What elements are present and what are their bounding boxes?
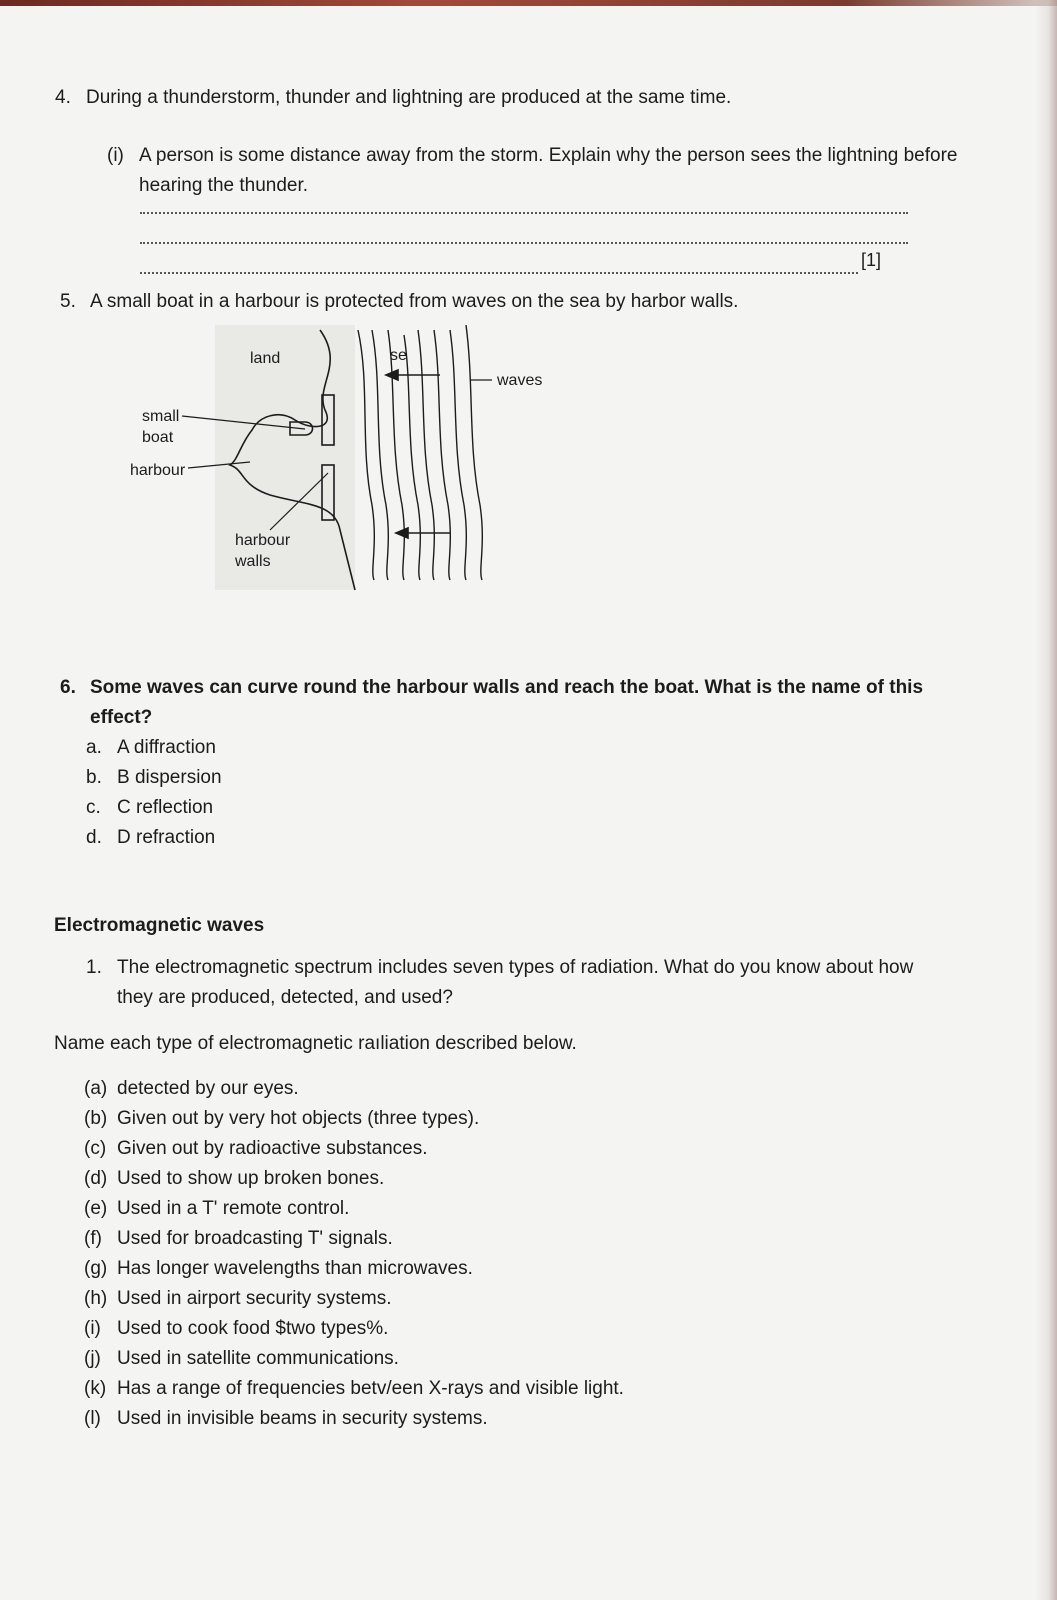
item-label: (c)	[84, 1138, 107, 1159]
q4-marks: [1]	[861, 250, 882, 270]
q4-part-i-line2: hearing the thunder.	[139, 175, 309, 196]
item-l: Used in invisible beams in security systems.	[117, 1408, 488, 1429]
q4-text: During a thunderstorm, thunder and lightning are produced at the same time.	[86, 87, 732, 108]
item-a: detected by our eyes.	[117, 1078, 299, 1099]
item-label: (l)	[84, 1408, 101, 1429]
item-label: (f)	[84, 1228, 102, 1249]
option-letter: b.	[86, 767, 102, 788]
q6-line1: Some waves can curve round the harbour walls and reach the boat. What is the name of this	[90, 677, 924, 698]
wave-line	[404, 335, 420, 580]
option-d[interactable]: D refraction	[117, 827, 216, 848]
item-j: Used in satellite communications.	[117, 1348, 399, 1369]
em-instruction: Name each type of electromagnetic raıliation described below.	[54, 1033, 577, 1054]
item-label: (h)	[84, 1288, 108, 1309]
em-q1-line2: they are produced, detected, and used?	[117, 987, 453, 1008]
em-q1-number: 1.	[86, 957, 102, 978]
item-g: Has longer wavelengths than microwaves.	[117, 1258, 473, 1279]
wave-lines	[358, 325, 482, 580]
item-i: Used to cook food $two types%.	[117, 1318, 389, 1339]
item-label: (g)	[84, 1258, 108, 1279]
wave-line	[358, 330, 374, 580]
wave-line	[388, 330, 404, 580]
label-waves: waves	[497, 372, 543, 389]
item-f: Used for broadcasting T' signals.	[117, 1228, 393, 1249]
option-letter: a.	[86, 737, 102, 758]
q6-number: 6.	[60, 677, 76, 698]
option-a[interactable]: A diffraction	[117, 737, 216, 758]
item-label: (e)	[84, 1198, 108, 1219]
item-k: Has a range of frequencies betv/een X-rays and visible light.	[117, 1378, 624, 1399]
page-right-edge	[1035, 0, 1057, 1600]
label-small: small	[142, 408, 180, 425]
option-b[interactable]: B dispersion	[117, 767, 222, 788]
q6-line2: effect?	[90, 707, 153, 728]
arrow-bottom-head	[396, 528, 408, 538]
item-label: (a)	[84, 1078, 108, 1099]
item-label: (i)	[84, 1318, 101, 1339]
label-sea: se	[390, 347, 407, 364]
label-harbour-walls-2: walls	[235, 553, 271, 570]
q4-part-i-label: (i)	[107, 145, 124, 166]
option-letter: d.	[86, 827, 102, 848]
item-h: Used in airport security systems.	[117, 1288, 392, 1309]
option-c[interactable]: C reflection	[117, 797, 214, 818]
item-label: (k)	[84, 1378, 107, 1399]
harbour-diagram	[120, 325, 570, 595]
item-c: Given out by radioactive substances.	[117, 1138, 428, 1159]
option-letter: c.	[86, 797, 101, 818]
page-top-edge	[0, 0, 1057, 6]
label-harbour: harbour	[130, 462, 186, 479]
item-e: Used in a T' remote control.	[117, 1198, 350, 1219]
q5-text: A small boat in a harbour is protected from waves on the sea by harbor walls.	[90, 291, 739, 312]
item-label: (d)	[84, 1168, 108, 1189]
label-land: land	[250, 350, 281, 367]
item-label: (j)	[84, 1348, 101, 1369]
q5-number: 5.	[60, 291, 76, 312]
wave-line	[434, 330, 450, 580]
item-d: Used to show up broken bones.	[117, 1168, 385, 1189]
wave-line	[466, 325, 482, 580]
answer-line-1[interactable]	[140, 210, 908, 214]
em-q1-line1: The electromagnetic spectrum includes seven types of radiation. What do you know about how	[117, 957, 914, 978]
section-heading: Electromagnetic waves	[54, 915, 265, 936]
q4-part-i-line1: A person is some distance away from the storm. Explain why the person sees the lightning before	[139, 145, 958, 166]
q4-number: 4.	[55, 87, 71, 108]
item-label: (b)	[84, 1108, 108, 1129]
answer-line-3[interactable]	[140, 270, 858, 274]
answer-line-2[interactable]	[140, 240, 908, 244]
label-boat: boat	[142, 429, 174, 446]
item-b: Given out by very hot objects (three types).	[117, 1108, 480, 1129]
label-harbour-walls-1: harbour	[235, 532, 291, 549]
wave-line	[450, 330, 466, 580]
